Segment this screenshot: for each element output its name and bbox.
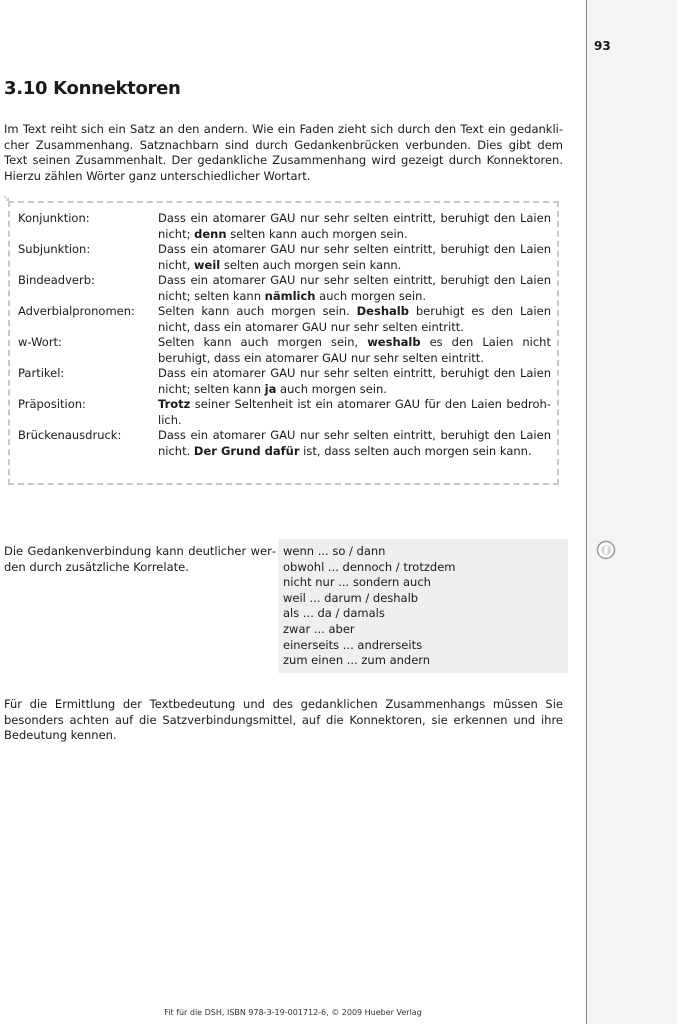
connector-label: w-Wort:	[18, 335, 62, 349]
connector-example: Dass ein atomarer GAU nur sehr selten eintritt, beruhigt den Laien nicht; selten kann ja auch morgen sein.	[158, 366, 551, 396]
page-number: 93	[594, 39, 611, 53]
connector-label: Bindeadverb:	[18, 273, 95, 287]
correlate-item: obwohl ... dennoch / trotzdem	[283, 559, 456, 574]
connector-keyword: denn	[194, 226, 227, 241]
connector-example: Dass ein atomarer GAU nur sehr selten eintritt, beruhigt den Laien nicht; denn selten kann auch morgen sein.	[158, 211, 551, 241]
correlate-item: zum einen ... zum andern	[283, 653, 431, 668]
connector-keyword: Deshalb	[356, 304, 409, 318]
correlate-list	[283, 544, 455, 669]
connector-example: Trotz seiner Seltenheit ist ein atomarer GAU für den Laien bedrohlich.	[158, 397, 551, 427]
connector-example: Dass ein atomarer GAU nur sehr selten eintritt, beruhigt den Laien nicht, weil selten auch morgen sein kann.	[158, 242, 551, 272]
correlate-item: weil ... darum / deshalb	[283, 590, 419, 605]
connector-label: Partikel:	[18, 366, 65, 380]
box-corner-mark: ↘	[2, 193, 11, 204]
connector-keyword: ja	[264, 381, 277, 396]
correlate-item: nicht nur ... sondern auch	[283, 575, 431, 590]
connector-keyword: Der Grund dafür	[193, 443, 300, 458]
connector-label: Brückenausdruck:	[18, 428, 122, 442]
connector-label: Subjunktion:	[18, 242, 91, 256]
outro-paragraph: Für die Ermittlung der Textbedeutung und des gedanklichen Zusammenhangs müssen Sie besonders achten auf die Satzverbindungsmittel, auf die Konnektoren, sie erkennen und ihre Bedeutung kennen.	[4, 697, 563, 743]
connector-keyword: weil	[193, 257, 221, 272]
tip-marker-icon	[596, 540, 616, 560]
connector-examples-box	[8, 201, 559, 485]
correlate-intro: Die Gedankenverbindung kann deutlicher werden durch zusätzliche Korrelate.	[4, 544, 276, 574]
connector-label: Präposition:	[18, 397, 86, 411]
connector-keyword: weshalb	[367, 335, 421, 349]
correlate-item: zwar ... aber	[283, 621, 355, 636]
connector-label: Konjunktion:	[18, 211, 90, 225]
connector-label: Adverbialpronomen:	[18, 304, 135, 318]
margin-column	[586, 0, 677, 1024]
footer-credit: Fit für die DSH, ISBN 978-3-19-001712-6, © 2009 Hueber Verlag	[164, 1008, 422, 1017]
connector-example: Dass ein atomarer GAU nur sehr selten eintritt, beruhigt den Laien nicht. Der Grund dafür ist, dass selten auch morgen sein kann.	[158, 428, 551, 458]
connector-keyword: Trotz	[158, 397, 191, 411]
correlate-item: wenn ... so / dann	[283, 544, 386, 558]
correlate-item: einerseits ... andrerseits	[283, 637, 423, 652]
connector-keyword: nämlich	[264, 288, 316, 303]
connector-example: Selten kann auch morgen sein. Deshalb beruhigt es den Laien nicht, dass ein atomarer GAU nur sehr selten eintritt.	[158, 304, 551, 334]
section-title: 3.10 Konnektoren	[4, 78, 181, 99]
connector-example: Dass ein atomarer GAU nur sehr selten eintritt, beruhigt den Laien nicht; selten kann nämlich auch morgen sein.	[158, 273, 551, 303]
connector-example: Selten kann auch morgen sein, weshalb es den Laien nicht beruhigt, dass ein atomarer GAU nur sehr selten eintritt.	[158, 335, 551, 365]
intro-paragraph: Im Text reiht sich ein Satz an den andern. Wie ein Faden zieht sich durch den Text ein gedanklicher Zusammenhang. Satznachbarn sind durch Gedankenbrücken verbunden. Dies gibt dem Text seinen Zusammenhalt. Der gedankliche Zusammenhang wird gezeigt durch Konnektoren. Hierzu zählen Wörter ganz unterschiedlicher Wortart.	[4, 122, 563, 183]
correlate-item: als ... da / damals	[283, 606, 385, 621]
